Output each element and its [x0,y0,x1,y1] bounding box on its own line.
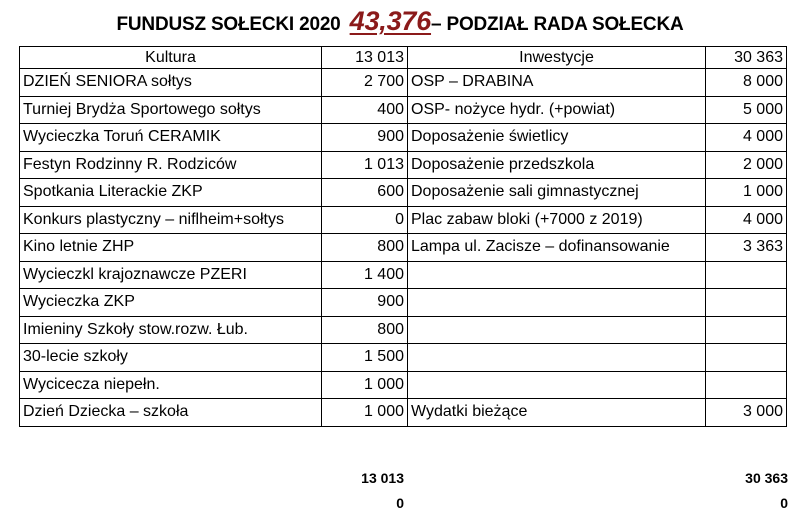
kultura-item-amount: 0 [322,206,408,234]
kultura-item-amount: 1 000 [322,399,408,427]
kultura-item-amount: 900 [322,124,408,152]
inwestycje-item-name: Doposażenie sali gimnastycznej [408,179,706,207]
table-row [20,399,787,427]
inwestycje-item-name [408,289,706,317]
kultura-item-name: Wycicecza niepełn. [20,371,322,399]
kultura-item-amount: 1 400 [322,261,408,289]
kultura-item-amount: 1 000 [322,371,408,399]
kultura-remainder: 0 [396,495,404,511]
kultura-item-name: Wycieczka ZKP [20,289,322,317]
inwestycje-item-amount [706,316,787,344]
table-row [20,234,787,262]
kultura-item-name: Wycieczkl krajoznawcze PZERI [20,261,322,289]
inwestycje-item-name: Doposażenie przedszkola [408,151,706,179]
table-row [20,151,787,179]
kultura-item-amount: 1 013 [322,151,408,179]
inwestycje-item-name [408,344,706,372]
table-row [20,69,787,97]
kultura-item-name: Kino letnie ZHP [20,234,322,262]
inwestycje-item-amount [706,371,787,399]
table-row [20,179,787,207]
inwestycje-item-amount [706,261,787,289]
inwestycje-item-name [408,261,706,289]
inwestycje-item-amount: 8 000 [706,69,787,97]
kultura-item-amount: 600 [322,179,408,207]
page-title [0,6,800,37]
header-kultura-total: 13 013 [322,47,408,69]
table-row [20,96,787,124]
kultura-item-amount: 2 700 [322,69,408,97]
inwestycje-sum: 30 363 [745,470,788,486]
inwestycje-item-name: OSP- nożyce hydr. (+powiat) [408,96,706,124]
kultura-item-amount: 800 [322,234,408,262]
inwestycje-item-amount: 2 000 [706,151,787,179]
kultura-item-amount: 400 [322,96,408,124]
inwestycje-item-name [408,316,706,344]
kultura-item-name: Festyn Rodzinny R. Rodziców [20,151,322,179]
kultura-item-name: Turniej Brydża Sportowego sołtys [20,96,322,124]
table-row [20,206,787,234]
header-kultura: Kultura [20,47,322,69]
table-row [20,261,787,289]
inwestycje-remainder: 0 [780,495,788,511]
kultura-item-name: Spotkania Literackie ZKP [20,179,322,207]
table-row [20,124,787,152]
inwestycje-item-name: OSP – DRABINA [408,69,706,97]
inwestycje-item-name: Lampa ul. Zacisze – dofinansowanie [408,234,706,262]
inwestycje-item-amount [706,289,787,317]
table-row [20,316,787,344]
inwestycje-item-amount [706,344,787,372]
table-row [20,344,787,372]
inwestycje-item-name: Doposażenie świetlicy [408,124,706,152]
inwestycje-item-name: Plac zabaw bloki (+7000 z 2019) [408,206,706,234]
kultura-item-name: Konkurs plastyczny – niflheim+sołtys [20,206,322,234]
title-lead: FUNDUSZ SOŁECKI 2020 [116,14,341,35]
header-inwestycje: Inwestycje [408,47,706,69]
kultura-item-name: 30-lecie szkoły [20,344,322,372]
inwestycje-item-amount: 3 363 [706,234,787,262]
kultura-item-amount: 900 [322,289,408,317]
inwestycje-item-amount: 4 000 [706,124,787,152]
kultura-item-amount: 800 [322,316,408,344]
inwestycje-item-amount: 1 000 [706,179,787,207]
title-tail: – PODZIAŁ RADA SOŁECKA [431,14,684,35]
header-inwestycje-total: 30 363 [706,47,787,69]
kultura-item-name: DZIEŃ SENIORA sołtys [20,69,322,97]
kultura-item-amount: 1 500 [322,344,408,372]
budget-table [19,46,787,427]
kultura-item-name: Wycieczka Toruń CERAMIK [20,124,322,152]
table-row [20,289,787,317]
kultura-item-name: Dzień Dziecka – szkoła [20,399,322,427]
inwestycje-item-name [408,371,706,399]
inwestycje-item-name: Wydatki bieżące [408,399,706,427]
title-amount: 43,376 [349,6,432,36]
kultura-sum: 13 013 [361,470,404,486]
table-header-row [20,47,787,69]
inwestycje-item-amount: 3 000 [706,399,787,427]
inwestycje-item-amount: 4 000 [706,206,787,234]
table-row [20,371,787,399]
inwestycje-item-amount: 5 000 [706,96,787,124]
kultura-item-name: Imieniny Szkoły stow.rozw. Łub. [20,316,322,344]
